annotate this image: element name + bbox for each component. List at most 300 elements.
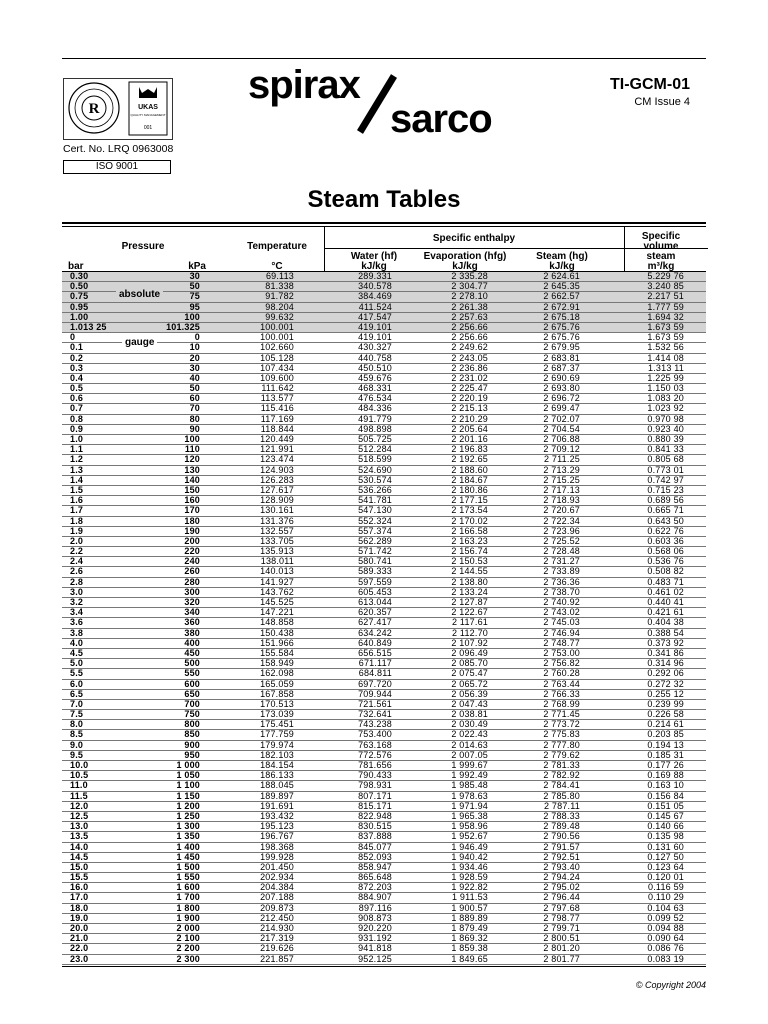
cell-steam-hg: 2 798.77 <box>543 912 580 923</box>
cell-pressure-kpa: 150 <box>184 484 200 495</box>
cell-temperature: 209.873 <box>260 902 294 913</box>
cell-water-hf: 798.931 <box>358 780 392 791</box>
cell-water-hf: 897.116 <box>358 902 392 913</box>
cell-steam-hg: 2 782.92 <box>543 770 580 781</box>
cell-pressure-bar: 0.6 <box>70 393 84 404</box>
cell-evaporation-hfg: 1 889.89 <box>451 912 488 923</box>
cell-pressure-bar: 9.0 <box>70 739 84 750</box>
cell-specific-volume: 0.140 66 <box>647 821 684 832</box>
cell-temperature: 99.632 <box>265 311 294 322</box>
cell-steam-hg: 2 775.83 <box>543 729 580 740</box>
cell-steam-hg: 2 713.29 <box>543 464 580 475</box>
cell-pressure-kpa: 240 <box>184 556 200 567</box>
cell-pressure-bar: 7.0 <box>70 698 84 709</box>
cell-evaporation-hfg: 2 231.02 <box>451 372 488 383</box>
header-specific-volume-3: steam <box>646 251 676 262</box>
cell-specific-volume: 0.090 64 <box>647 933 684 944</box>
cell-pressure-kpa: 200 <box>184 535 200 546</box>
cell-evaporation-hfg: 2 249.62 <box>451 342 488 353</box>
cell-specific-volume: 0.880 39 <box>647 434 684 444</box>
cell-steam-hg: 2 720.67 <box>543 505 580 516</box>
cell-steam-hg: 2 791.57 <box>543 841 580 852</box>
cell-pressure-bar: 4.0 <box>70 637 84 648</box>
table-bottom-rule <box>62 966 706 967</box>
cell-specific-volume: 0.169 88 <box>647 770 684 781</box>
cell-pressure-kpa: 300 <box>184 586 200 597</box>
seal-letter: R <box>88 101 100 117</box>
cell-pressure-kpa: 260 <box>184 566 200 577</box>
cell-pressure-kpa: 100 <box>184 434 200 444</box>
cell-water-hf: 634.242 <box>358 627 392 638</box>
cell-temperature: 217.319 <box>260 933 294 944</box>
cell-pressure-kpa: 190 <box>184 525 200 536</box>
cell-water-hf: 620.357 <box>358 607 392 618</box>
table-row <box>62 343 706 353</box>
copyright: © Copyright 2004 <box>635 980 706 990</box>
cell-pressure-kpa: 50 <box>189 383 200 394</box>
cell-water-hf: 721.561 <box>358 698 392 709</box>
cell-pressure-kpa: 1 100 <box>176 780 200 791</box>
brand-bottom: sarco <box>390 97 492 140</box>
cell-evaporation-hfg: 2 215.13 <box>451 403 488 414</box>
cell-temperature: 219.626 <box>260 943 294 954</box>
cell-evaporation-hfg: 2 184.67 <box>451 474 488 485</box>
cell-steam-hg: 2 768.99 <box>543 698 580 709</box>
cell-temperature: 121.991 <box>260 444 294 455</box>
cell-specific-volume: 1.673 59 <box>647 321 684 332</box>
cell-steam-hg: 2 788.33 <box>543 810 580 821</box>
cell-specific-volume: 0.156 84 <box>647 790 684 801</box>
cell-specific-volume: 0.123 64 <box>647 861 684 872</box>
cell-pressure-kpa: 30 <box>189 271 200 281</box>
cell-temperature: 138.011 <box>260 556 294 567</box>
cell-water-hf: 884.907 <box>358 892 392 903</box>
table-row <box>62 669 706 679</box>
cell-water-hf: 671.117 <box>358 658 392 669</box>
cell-temperature: 115.416 <box>260 403 294 414</box>
cell-pressure-kpa: 360 <box>184 617 200 628</box>
cell-specific-volume: 1.150 03 <box>647 383 684 394</box>
cell-evaporation-hfg: 2 107.92 <box>451 637 488 648</box>
cell-water-hf: 468.331 <box>358 383 392 394</box>
cell-water-hf: 920.220 <box>358 923 392 933</box>
cell-pressure-bar: 2.0 <box>70 535 84 546</box>
cell-pressure-bar: 1.6 <box>70 495 84 506</box>
cell-pressure-bar: 11.0 <box>70 780 88 791</box>
cell-pressure-bar: 0.2 <box>70 352 84 363</box>
cell-pressure-kpa: 500 <box>184 658 200 669</box>
cell-steam-hg: 2 766.33 <box>543 688 580 699</box>
lloyds-register-seal-icon <box>67 81 121 135</box>
cell-temperature: 98.204 <box>265 301 294 312</box>
cell-specific-volume: 0.135 98 <box>647 831 684 842</box>
cell-evaporation-hfg: 1 978.63 <box>451 790 488 801</box>
cell-evaporation-hfg: 2 220.19 <box>451 393 488 404</box>
cell-evaporation-hfg: 2 133.24 <box>451 586 488 597</box>
document-code: TI-GCM-01 <box>610 76 690 93</box>
cell-temperature: 102.660 <box>260 342 294 353</box>
cell-evaporation-hfg: 2 170.02 <box>451 515 488 526</box>
cell-pressure-kpa: 50 <box>189 281 200 292</box>
cell-pressure-kpa: 2 200 <box>176 943 200 954</box>
cell-pressure-bar: 1.013 25 <box>70 321 107 332</box>
cell-temperature: 130.161 <box>260 505 294 516</box>
cell-pressure-bar: 5.5 <box>70 668 84 679</box>
cell-pressure-kpa: 0 <box>194 332 200 343</box>
cell-steam-hg: 2 722.34 <box>543 515 580 526</box>
cell-temperature: 214.930 <box>260 923 294 933</box>
cell-steam-hg: 2 773.72 <box>543 719 580 730</box>
cell-steam-hg: 2 704.54 <box>543 423 580 434</box>
cell-steam-hg: 2 793.40 <box>543 861 580 872</box>
cell-evaporation-hfg: 2 256.66 <box>451 321 488 332</box>
cell-evaporation-hfg: 1 928.59 <box>451 872 488 883</box>
cell-water-hf: 807.171 <box>358 790 392 801</box>
header-specific-volume-2: volume <box>643 241 679 252</box>
cell-specific-volume: 0.194 13 <box>647 739 684 750</box>
cell-evaporation-hfg: 2 144.55 <box>451 566 488 577</box>
cell-evaporation-hfg: 2 047.43 <box>451 698 488 709</box>
cell-temperature: 140.013 <box>260 566 294 577</box>
cell-evaporation-hfg: 2 117.61 <box>452 617 488 628</box>
cell-pressure-kpa: 100 <box>184 311 200 322</box>
cell-steam-hg: 2 690.69 <box>543 372 580 383</box>
cell-evaporation-hfg: 2 075.47 <box>451 668 488 679</box>
cell-water-hf: 491.779 <box>358 413 392 424</box>
cell-pressure-bar: 0.9 <box>70 423 84 434</box>
table-row <box>62 832 706 842</box>
cell-pressure-bar: 3.4 <box>70 607 84 618</box>
cell-pressure-kpa: 75 <box>189 291 200 302</box>
cell-pressure-bar: 4.5 <box>70 647 84 658</box>
header-water: Water (hf) <box>350 251 398 262</box>
table-top-rule-thin <box>62 226 706 227</box>
cell-pressure-kpa: 1 250 <box>176 810 200 821</box>
cell-pressure-kpa: 1 050 <box>176 770 200 781</box>
cell-water-hf: 430.327 <box>358 342 392 353</box>
cell-evaporation-hfg: 2 096.49 <box>451 647 488 658</box>
cell-evaporation-hfg: 2 201.16 <box>451 434 488 444</box>
cell-pressure-bar: 16.0 <box>70 882 89 893</box>
unit-celsius: °C <box>271 261 283 272</box>
cell-pressure-bar: 1.1 <box>70 444 84 455</box>
cell-steam-hg: 2 672.91 <box>543 301 580 312</box>
cell-steam-hg: 2 728.48 <box>543 546 580 557</box>
cell-water-hf: 384.469 <box>358 291 392 302</box>
cell-temperature: 109.600 <box>260 372 294 383</box>
cell-pressure-bar: 0.1 <box>70 342 84 353</box>
cell-evaporation-hfg: 1 911.53 <box>452 892 488 903</box>
cell-pressure-kpa: 320 <box>184 597 200 607</box>
cell-steam-hg: 2 740.92 <box>543 597 580 607</box>
cell-specific-volume: 0.421 61 <box>647 607 684 618</box>
cell-specific-volume: 0.805 68 <box>647 454 684 465</box>
cell-pressure-bar: 0.95 <box>70 301 89 312</box>
cell-pressure-bar: 0.5 <box>70 383 84 394</box>
cell-pressure-kpa: 20 <box>189 352 200 363</box>
brand-top: spirax <box>248 63 360 107</box>
cell-evaporation-hfg: 2 173.54 <box>451 505 488 516</box>
cell-steam-hg: 2 800.51 <box>543 933 580 944</box>
cell-steam-hg: 2 723.96 <box>543 525 580 536</box>
cell-steam-hg: 2 781.33 <box>543 760 580 770</box>
cell-water-hf: 753.400 <box>358 729 392 740</box>
cell-steam-hg: 2 794.24 <box>543 872 580 883</box>
cell-water-hf: 289.331 <box>358 271 392 281</box>
cell-water-hf: 505.725 <box>358 434 392 444</box>
cell-specific-volume: 0.643 50 <box>647 515 684 526</box>
header-specific-enthalpy: Specific enthalpy <box>432 233 516 244</box>
cell-steam-hg: 2 779.62 <box>543 749 580 760</box>
cell-water-hf: 790.433 <box>358 770 392 781</box>
cell-water-hf: 772.576 <box>358 749 392 760</box>
cell-water-hf: 865.648 <box>358 872 392 883</box>
cell-steam-hg: 2 675.76 <box>543 332 580 343</box>
cell-temperature: 135.913 <box>260 546 294 557</box>
cell-specific-volume: 0.145 67 <box>647 810 684 821</box>
ukas-sub: QUALITY MANAGEMENT <box>130 113 166 117</box>
cell-steam-hg: 2 801.77 <box>543 953 580 964</box>
cell-steam-hg: 2 715.25 <box>543 474 580 485</box>
cell-evaporation-hfg: 2 014.63 <box>451 739 488 750</box>
cell-water-hf: 562.289 <box>358 535 392 546</box>
cell-pressure-kpa: 550 <box>184 668 200 679</box>
absolute-label: absolute <box>116 289 163 300</box>
cell-specific-volume: 1.225 99 <box>647 372 684 383</box>
steam-table-body <box>62 272 706 965</box>
cell-specific-volume: 0.970 98 <box>647 413 684 424</box>
unit-kpa: kPa <box>188 261 206 272</box>
cell-pressure-kpa: 700 <box>184 698 200 709</box>
cell-specific-volume: 0.214 61 <box>647 719 684 730</box>
cell-specific-volume: 0.185 31 <box>647 749 684 760</box>
cell-pressure-bar: 3.2 <box>70 597 84 607</box>
cell-steam-hg: 2 743.02 <box>543 607 580 618</box>
cell-pressure-kpa: 950 <box>184 749 200 760</box>
cell-water-hf: 908.873 <box>358 912 392 923</box>
cell-steam-hg: 2 711.25 <box>544 454 580 465</box>
cell-temperature: 126.283 <box>260 474 294 485</box>
unit-steam: kJ/kg <box>549 261 575 272</box>
cell-pressure-bar: 3.8 <box>70 627 84 638</box>
cell-evaporation-hfg: 2 304.77 <box>451 281 488 292</box>
unit-bar: bar <box>68 261 84 272</box>
cell-pressure-bar: 21.0 <box>70 933 89 944</box>
cell-specific-volume: 1.777 59 <box>647 301 684 312</box>
cell-water-hf: 552.324 <box>358 515 392 526</box>
cell-pressure-bar: 17.0 <box>70 892 89 903</box>
cell-pressure-kpa: 800 <box>184 719 200 730</box>
cell-steam-hg: 2 683.81 <box>543 352 580 363</box>
cell-temperature: 113.577 <box>260 393 294 404</box>
cell-specific-volume: 1.694 32 <box>647 311 684 322</box>
cell-pressure-kpa: 400 <box>184 637 200 648</box>
cell-temperature: 173.039 <box>260 709 294 720</box>
cell-temperature: 202.934 <box>260 872 294 883</box>
cell-evaporation-hfg: 2 196.83 <box>451 444 488 455</box>
cell-temperature: 145.525 <box>260 597 294 607</box>
cell-specific-volume: 0.094 88 <box>647 923 684 933</box>
cell-temperature: 81.338 <box>265 281 294 292</box>
cell-water-hf: 524.690 <box>358 464 392 475</box>
cell-evaporation-hfg: 2 007.05 <box>451 749 488 760</box>
cell-specific-volume: 0.226 58 <box>647 709 684 720</box>
cell-pressure-bar: 9.5 <box>70 749 84 760</box>
cell-temperature: 189.897 <box>260 790 294 801</box>
cell-pressure-bar: 5.0 <box>70 658 84 669</box>
gauge-label: gauge <box>122 337 157 348</box>
cell-specific-volume: 0.120 01 <box>647 872 684 883</box>
cell-steam-hg: 2 679.95 <box>543 342 580 353</box>
cell-water-hf: 709.944 <box>358 688 392 699</box>
cell-evaporation-hfg: 1 934.46 <box>451 861 488 872</box>
cell-pressure-kpa: 80 <box>189 413 200 424</box>
cell-temperature: 196.767 <box>260 831 294 842</box>
cell-evaporation-hfg: 1 940.42 <box>451 851 488 862</box>
cell-water-hf: 419.101 <box>358 332 392 343</box>
cell-steam-hg: 2 645.35 <box>543 281 580 292</box>
cell-temperature: 132.557 <box>260 525 294 536</box>
cell-water-hf: 411.524 <box>358 301 392 312</box>
cell-water-hf: 450.510 <box>358 362 392 373</box>
cell-specific-volume: 1.313 11 <box>648 362 684 373</box>
cell-water-hf: 518.599 <box>358 454 392 465</box>
cell-pressure-bar: 13.0 <box>70 821 89 832</box>
cell-temperature: 100.001 <box>260 321 294 332</box>
cell-water-hf: 589.333 <box>358 566 392 577</box>
cell-specific-volume: 0.923 40 <box>647 423 684 434</box>
cell-pressure-bar: 2.8 <box>70 576 84 587</box>
cell-pressure-bar: 19.0 <box>70 912 89 923</box>
cell-pressure-bar: 0.8 <box>70 413 84 424</box>
cell-steam-hg: 2 693.80 <box>543 383 580 394</box>
cell-pressure-bar: 1.3 <box>70 464 84 475</box>
cell-evaporation-hfg: 1 971.94 <box>451 800 488 811</box>
cell-evaporation-hfg: 2 112.70 <box>452 627 488 638</box>
cell-pressure-kpa: 40 <box>189 372 200 383</box>
cell-pressure-kpa: 110 <box>184 444 200 455</box>
cell-pressure-kpa: 1 300 <box>176 821 200 832</box>
cell-pressure-kpa: 30 <box>189 362 200 373</box>
cell-evaporation-hfg: 2 038.81 <box>451 709 488 720</box>
cell-specific-volume: 0.689 56 <box>647 495 684 506</box>
cell-temperature: 162.098 <box>260 668 294 679</box>
cell-specific-volume: 0.151 05 <box>647 800 684 811</box>
cell-evaporation-hfg: 2 163.23 <box>451 535 488 546</box>
cell-steam-hg: 2 675.76 <box>543 321 580 332</box>
cell-specific-volume: 1.023 92 <box>647 403 684 414</box>
cell-evaporation-hfg: 2 243.05 <box>451 352 488 363</box>
cell-temperature: 118.844 <box>260 423 294 434</box>
cell-pressure-kpa: 1 600 <box>176 882 200 893</box>
cell-water-hf: 597.559 <box>358 576 392 587</box>
cell-steam-hg: 2 748.77 <box>543 637 580 648</box>
ukas-logo-icon <box>128 81 168 136</box>
cell-water-hf: 830.515 <box>358 821 392 832</box>
cell-steam-hg: 2 787.11 <box>544 800 580 811</box>
cell-evaporation-hfg: 2 085.70 <box>451 658 488 669</box>
cell-pressure-bar: 1.00 <box>70 311 89 322</box>
cell-temperature: 128.909 <box>260 495 294 506</box>
cell-water-hf: 697.720 <box>358 678 392 689</box>
cell-specific-volume: 1.532 56 <box>647 342 684 353</box>
cell-pressure-bar: 8.5 <box>70 729 84 740</box>
cell-water-hf: 340.578 <box>358 281 392 292</box>
cell-evaporation-hfg: 1 952.67 <box>451 831 488 842</box>
cell-evaporation-hfg: 2 257.63 <box>451 311 488 322</box>
cell-temperature: 184.154 <box>260 760 294 770</box>
cell-specific-volume: 0.239 99 <box>647 698 684 709</box>
header-pressure: Pressure <box>121 241 165 252</box>
cell-evaporation-hfg: 2 138.80 <box>451 576 488 587</box>
cell-pressure-bar: 13.5 <box>70 831 89 842</box>
cell-pressure-bar: 3.6 <box>70 617 84 628</box>
cell-temperature: 151.966 <box>260 637 294 648</box>
cell-specific-volume: 0.110 29 <box>648 892 684 903</box>
cell-specific-volume: 2.217 51 <box>647 291 684 302</box>
cell-temperature: 182.103 <box>260 749 294 760</box>
cell-steam-hg: 2 702.07 <box>543 413 580 424</box>
cell-water-hf: 557.374 <box>358 525 392 536</box>
cell-water-hf: 822.948 <box>358 810 392 821</box>
cell-temperature: 175.451 <box>260 719 294 730</box>
cell-specific-volume: 0.568 06 <box>647 546 684 557</box>
cell-pressure-bar: 0 <box>70 332 76 343</box>
cell-specific-volume: 0.177 26 <box>647 760 684 770</box>
cell-water-hf: 530.574 <box>358 474 392 485</box>
cell-specific-volume: 0.086 76 <box>647 943 684 954</box>
cell-temperature: 133.705 <box>260 535 294 546</box>
cell-evaporation-hfg: 2 205.64 <box>451 423 488 434</box>
cell-pressure-bar: 6.0 <box>70 678 84 689</box>
cell-specific-volume: 1.414 08 <box>647 352 684 363</box>
cell-steam-hg: 2 789.48 <box>543 821 580 832</box>
cell-temperature: 199.928 <box>260 851 294 862</box>
cell-pressure-bar: 2.6 <box>70 566 84 577</box>
cell-evaporation-hfg: 1 958.96 <box>451 821 488 832</box>
cell-temperature: 100.001 <box>260 332 294 343</box>
cell-water-hf: 815.171 <box>358 800 392 811</box>
cell-specific-volume: 0.536 76 <box>647 556 684 567</box>
cell-evaporation-hfg: 1 900.57 <box>451 902 488 913</box>
cell-specific-volume: 0.742 97 <box>647 474 684 485</box>
cell-water-hf: 419.101 <box>358 321 392 332</box>
cell-pressure-kpa: 170 <box>184 505 200 516</box>
cell-pressure-bar: 15.0 <box>70 861 89 872</box>
cell-pressure-kpa: 120 <box>184 454 200 465</box>
cell-specific-volume: 3.240 85 <box>647 281 684 292</box>
cell-evaporation-hfg: 1 922.82 <box>451 882 488 893</box>
cell-water-hf: 732.641 <box>358 709 392 720</box>
cell-pressure-bar: 0.30 <box>70 271 89 281</box>
cell-steam-hg: 2 738.70 <box>543 586 580 597</box>
cell-specific-volume: 0.163 10 <box>647 780 684 791</box>
cell-specific-volume: 0.715 23 <box>647 484 684 495</box>
cell-pressure-kpa: 600 <box>184 678 200 689</box>
cell-pressure-bar: 18.0 <box>70 902 89 913</box>
cell-temperature: 117.169 <box>260 413 294 424</box>
cell-evaporation-hfg: 2 166.58 <box>451 525 488 536</box>
cell-temperature: 207.188 <box>260 892 294 903</box>
cell-pressure-bar: 14.5 <box>70 851 89 862</box>
cell-pressure-bar: 0.7 <box>70 403 84 414</box>
cell-temperature: 124.903 <box>260 464 294 475</box>
cell-pressure-bar: 7.5 <box>70 709 84 720</box>
cell-temperature: 186.133 <box>260 770 294 781</box>
cell-pressure-kpa: 450 <box>184 647 200 658</box>
cell-specific-volume: 0.116 59 <box>648 882 684 893</box>
cell-evaporation-hfg: 2 156.74 <box>451 546 488 557</box>
